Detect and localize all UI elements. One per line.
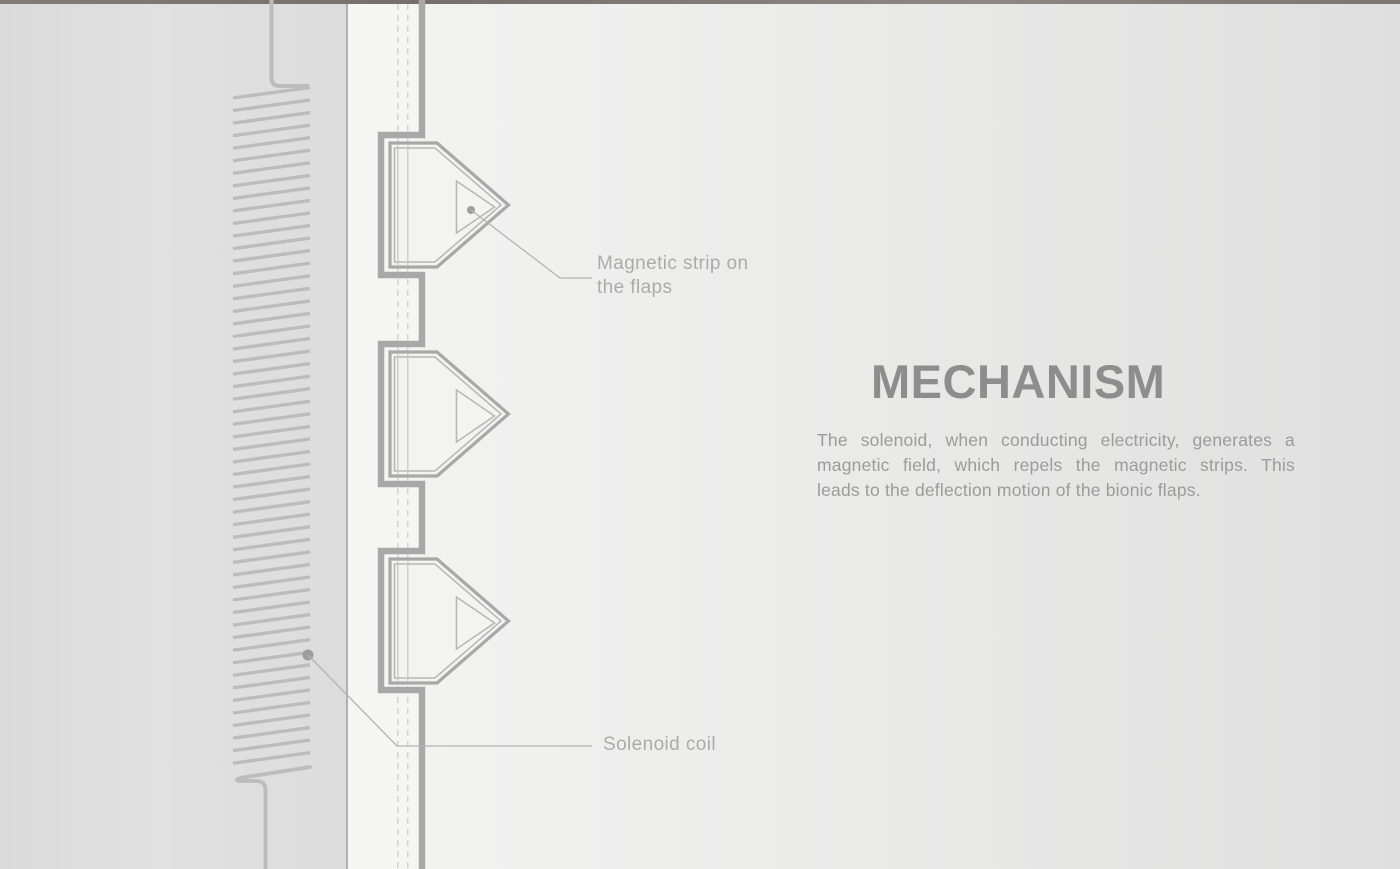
section-title: MECHANISM bbox=[871, 355, 1166, 408]
body-line: The solenoid, when conducting electricity, generates a bbox=[817, 430, 1295, 450]
label-solenoid-coil: Solenoid coil bbox=[603, 734, 716, 755]
label-magnetic-strip-line1: Magnetic strip on bbox=[597, 253, 749, 274]
label-magnetic-strip-line2: the flaps bbox=[597, 277, 673, 298]
flap-1 bbox=[390, 143, 509, 267]
flap-2 bbox=[390, 352, 509, 476]
label-magnetic-strip bbox=[597, 252, 748, 300]
body-line: leads to the deflection motion of the bionic flaps. bbox=[817, 480, 1201, 500]
solenoid-coil bbox=[233, 0, 314, 869]
section-body bbox=[817, 428, 1295, 503]
coil-bottom-lead bbox=[237, 767, 310, 869]
coil-windings bbox=[233, 88, 310, 764]
coil-top-lead bbox=[272, 0, 308, 86]
body-line: magnetic field, which repels the magnetic strips. This bbox=[817, 455, 1295, 475]
flap-3 bbox=[390, 559, 509, 683]
